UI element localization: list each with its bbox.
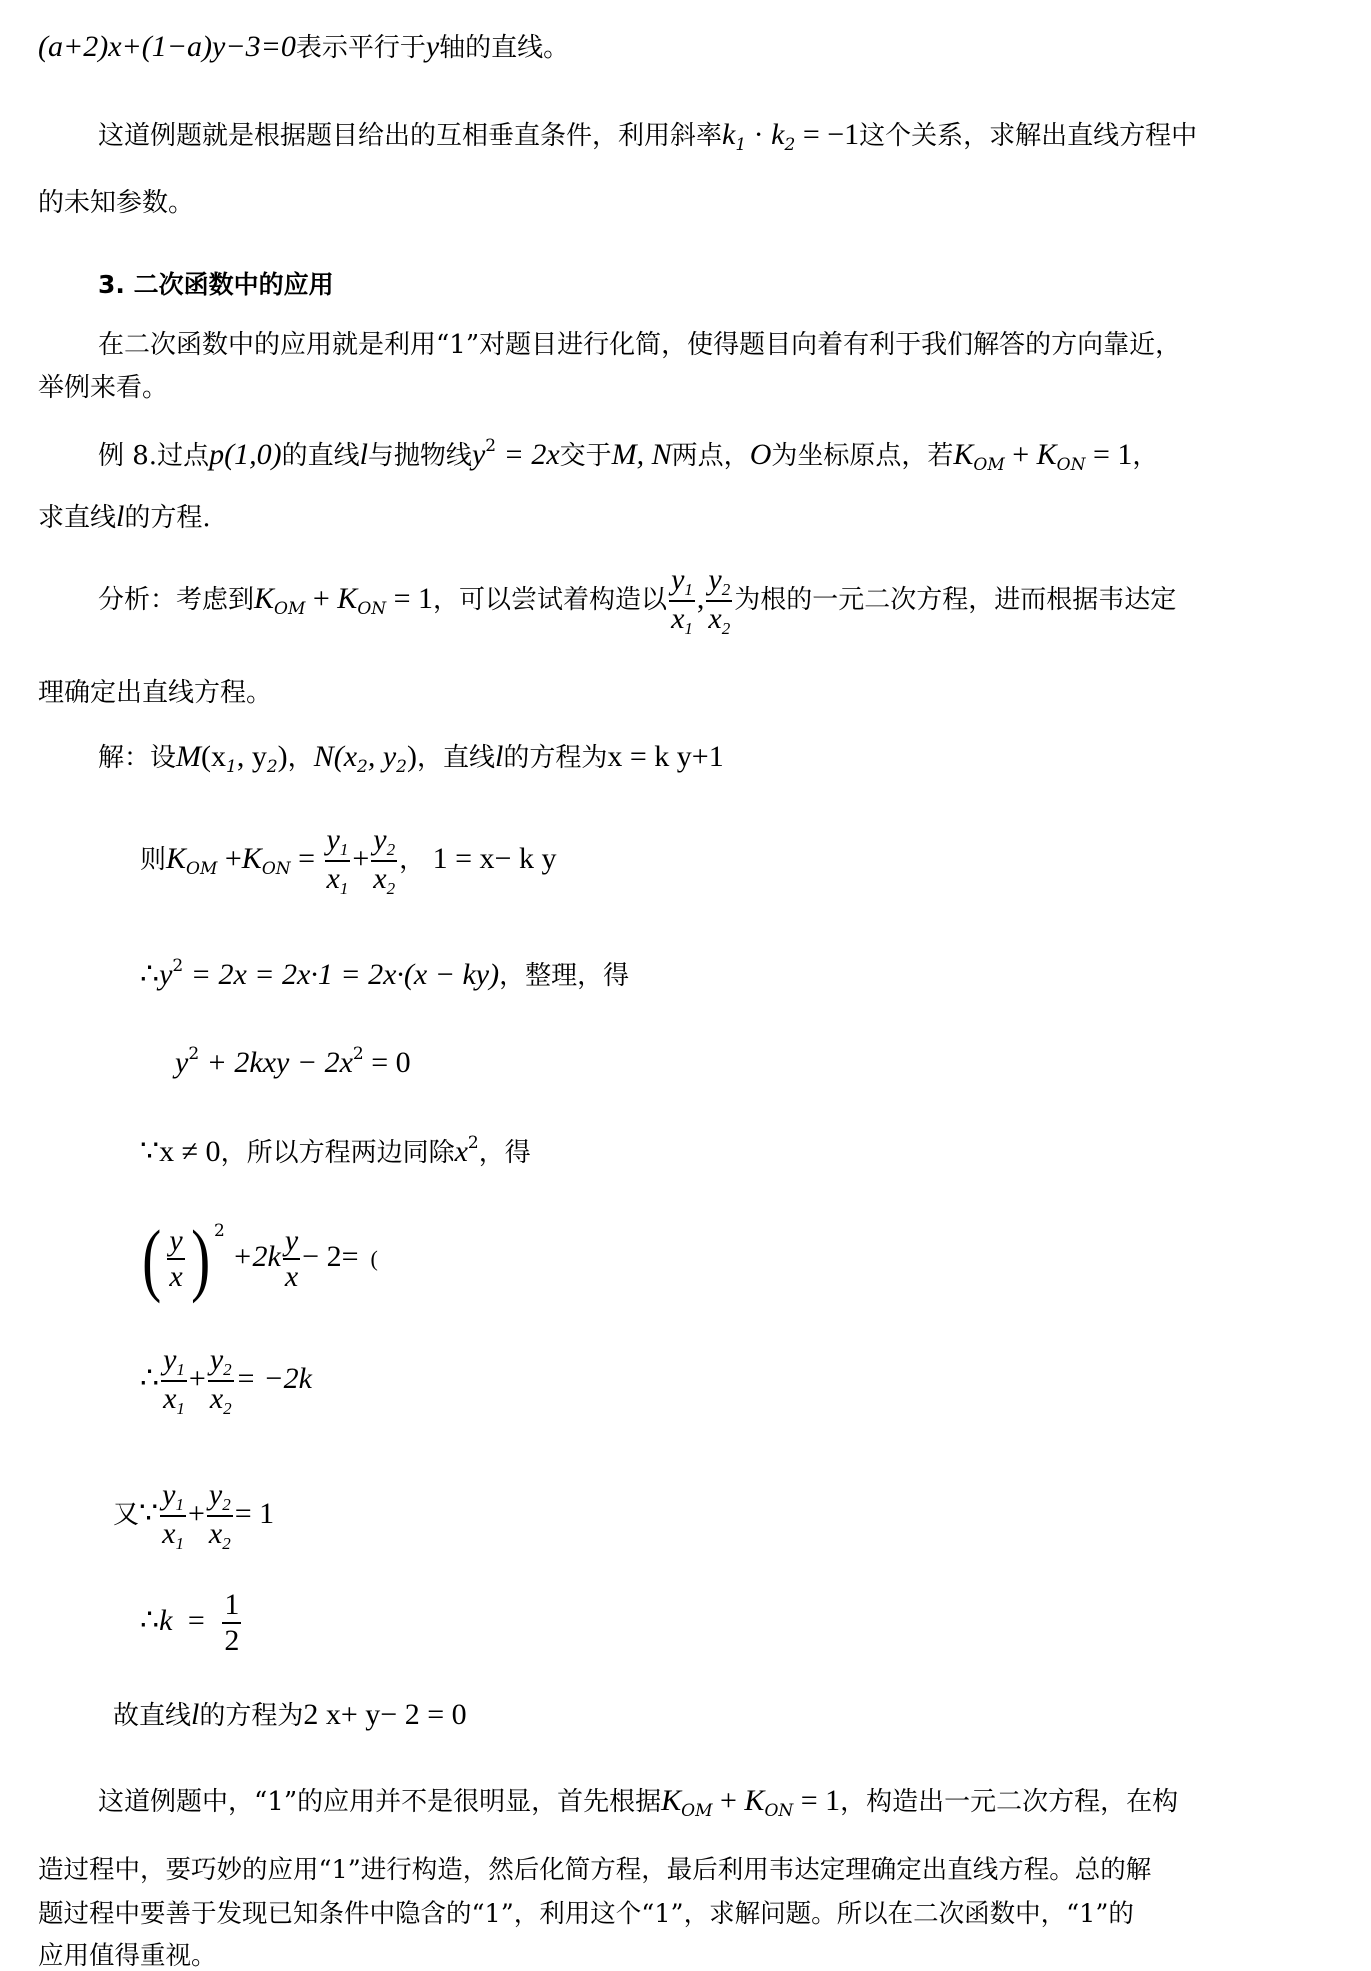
var-y: y xyxy=(208,1478,223,1511)
subscript: 1 xyxy=(339,840,349,859)
equation: = −2k xyxy=(235,1362,312,1395)
subscript: 1 xyxy=(684,580,693,599)
var-y: y xyxy=(283,1226,300,1260)
paragraph-3-line-4: 应用值得重视。 xyxy=(38,1941,217,1971)
text: 这道例题就是根据题目给出的互相垂直条件，利用斜率 xyxy=(98,121,723,151)
text: ，得 xyxy=(478,1138,531,1168)
text: 求直线 xyxy=(38,503,117,533)
var-y: y xyxy=(671,563,685,596)
solution-line xyxy=(98,742,724,776)
subscript: 2 xyxy=(396,757,407,777)
subscript: 1 xyxy=(175,1534,184,1553)
text: 分析：考虑到 xyxy=(98,585,255,615)
var-x: x xyxy=(454,1135,468,1168)
point-n: N xyxy=(313,740,334,773)
text: 这个关系，求解出直线方程中 xyxy=(859,121,1198,151)
line-equation: 2 x+ y− 2 = 0 xyxy=(303,1698,467,1731)
var-y: y xyxy=(425,30,440,63)
equation: = 0 xyxy=(363,1046,411,1079)
therefore-symbol: ∴ xyxy=(140,1362,160,1395)
subscript: 1 xyxy=(684,619,693,638)
analysis-line-2: 理确定出直线方程。 xyxy=(38,678,273,708)
var-y: y xyxy=(175,1046,189,1079)
var-y: y xyxy=(326,823,340,856)
subscript: 2 xyxy=(784,135,796,155)
section-heading: 3. 二次函数中的应用 xyxy=(98,270,334,299)
superscript: 2 xyxy=(213,1221,225,1241)
text: 轴的直线。 xyxy=(439,33,570,63)
paragraph-3-line-2: 造过程中，要巧妙的应用“1”进行构造，然后化简方程，最后利用韦达定理确定出直线方程。总的解 xyxy=(38,1855,1152,1885)
subscript: 1 xyxy=(176,1399,185,1418)
coord: (x xyxy=(201,740,227,773)
var-l: l xyxy=(116,500,125,533)
paragraph-2-line-1: 在二次函数中的应用就是利用“1”对题目进行化简，使得题目向着有利于我们解答的方向靠近， xyxy=(98,330,1182,360)
analysis-line-1 xyxy=(98,565,1176,637)
fraction-y1-x1 xyxy=(160,1480,186,1552)
coord: , y xyxy=(367,740,397,773)
var-k: K xyxy=(1036,438,1057,471)
var-k: K xyxy=(166,842,187,875)
subscript: 2 xyxy=(223,1360,232,1379)
step-5 xyxy=(138,1213,378,1304)
plus: + xyxy=(352,842,370,875)
var-x: x xyxy=(209,1382,224,1415)
fraction-y2-x2 xyxy=(208,1345,234,1417)
equation: = 1 xyxy=(793,1784,841,1817)
step-6 xyxy=(140,1345,312,1417)
superscript: 2 xyxy=(172,956,184,976)
text: ， xyxy=(1132,441,1159,471)
paragraph-3-line-1 xyxy=(98,1786,1178,1820)
therefore-symbol: ∴ xyxy=(140,1604,160,1637)
because-symbol: ∵ xyxy=(139,1497,159,1530)
text: ， xyxy=(399,845,426,875)
text: 的未知参数。 xyxy=(38,188,195,218)
coord: ) xyxy=(277,740,288,773)
text: ，直线 xyxy=(417,743,496,773)
text: 例 8.过点 xyxy=(98,441,210,471)
text: ，整理，得 xyxy=(499,961,630,991)
text: 为坐标原点，若 xyxy=(771,441,954,471)
paragraph-2-line-2: 举例来看。 xyxy=(38,373,169,403)
subscript: 2 xyxy=(222,1534,231,1553)
subscript: 2 xyxy=(721,619,731,638)
subscript: 1 xyxy=(176,1360,185,1379)
plus: + xyxy=(1004,438,1037,471)
text: 两点， xyxy=(671,441,750,471)
text: 的方程为 xyxy=(199,1701,304,1731)
equation: x ≠ 0 xyxy=(159,1135,221,1168)
subscript: 1 xyxy=(175,1495,184,1514)
text: 解：设 xyxy=(98,743,177,773)
text: 表示平行于 xyxy=(295,33,426,63)
var-k: K xyxy=(661,1784,682,1817)
var-k: k xyxy=(722,118,736,151)
var-y: y xyxy=(163,1343,177,1376)
equation: + 2kxy − 2x xyxy=(199,1046,353,1079)
because-symbol: ∵ xyxy=(140,1135,160,1168)
var-x: x xyxy=(671,602,685,635)
plus: + xyxy=(217,842,242,875)
subscript: OM xyxy=(186,859,218,879)
example-8-line-2 xyxy=(38,502,211,532)
var-k: K xyxy=(744,1784,765,1817)
var-x: x xyxy=(208,1517,223,1550)
equation: − 2= xyxy=(302,1240,359,1273)
step-9 xyxy=(113,1700,467,1730)
superscript: 2 xyxy=(485,436,497,456)
text: 故直线 xyxy=(113,1701,192,1731)
points-mn: M, N xyxy=(611,438,672,471)
plus: + xyxy=(712,1784,745,1817)
var-x: x xyxy=(373,862,387,895)
line-equation: x = k y+1 xyxy=(607,740,724,773)
subscript: 1 xyxy=(735,135,747,155)
subscript: 2 xyxy=(266,757,278,777)
subscript: OM xyxy=(681,1801,713,1821)
fraction-y1-x1 xyxy=(669,565,695,637)
equation: = −1 xyxy=(795,118,860,151)
var-k: K xyxy=(241,842,262,875)
step-4 xyxy=(140,1135,531,1167)
coord: , y xyxy=(236,740,267,773)
text: 的方程. xyxy=(124,503,211,533)
subscript: 2 xyxy=(386,879,396,898)
subscript: ON xyxy=(357,599,387,619)
var-y: y xyxy=(209,1343,224,1376)
var-x: x xyxy=(169,1260,183,1293)
var-k: k xyxy=(771,118,785,151)
equals: = xyxy=(290,842,323,875)
text: 的方程为 xyxy=(503,743,608,773)
fraction-y-x xyxy=(167,1226,184,1292)
var-k: K xyxy=(953,438,974,471)
equation: 1 = x− k y xyxy=(425,842,557,875)
example-8-line-1 xyxy=(98,438,1158,474)
step-3 xyxy=(175,1046,411,1078)
text: 交于 xyxy=(559,441,612,471)
fraction-y2-x2 xyxy=(706,565,732,637)
coord: ) xyxy=(407,740,417,773)
step-7 xyxy=(113,1480,274,1552)
paragraph-1-line-2 xyxy=(38,190,194,216)
subscript: 1 xyxy=(226,757,237,777)
var-y: y xyxy=(471,438,486,471)
subscript: 1 xyxy=(339,879,349,898)
equation: +2k xyxy=(224,1240,281,1273)
equation-line-1 xyxy=(38,32,569,62)
paragraph-3-line-3: 题过程中要善于发现已知条件中隐含的“1”，利用这个“1”，求解问题。所以在二次函数中，“1”的 xyxy=(38,1899,1134,1929)
var-k: k xyxy=(159,1604,173,1637)
text: 与抛物线 xyxy=(367,441,472,471)
subscript: 2 xyxy=(223,1399,232,1418)
var-x: x xyxy=(284,1260,299,1293)
coord: (x xyxy=(333,740,358,773)
var-k: K xyxy=(254,582,275,615)
equals: = xyxy=(180,1604,213,1637)
fraction-y1-x1 xyxy=(161,1345,187,1417)
text: 这道例题中，“1”的应用并不是很明显，首先根据 xyxy=(98,1787,662,1817)
equation: = 2x = 2x·1 = 2x·(x − ky) xyxy=(183,958,500,991)
var-y: y xyxy=(373,823,387,856)
superscript: 2 xyxy=(188,1044,200,1064)
fraction-y-x xyxy=(283,1226,300,1292)
subscript: 2 xyxy=(721,580,731,599)
right-paren: ) xyxy=(190,1213,210,1304)
subscript: 2 xyxy=(386,840,396,859)
superscript: 2 xyxy=(467,1133,479,1153)
fraction-one-half xyxy=(222,1590,241,1656)
therefore-symbol: ∴ xyxy=(140,958,160,991)
equation: = 2x xyxy=(496,438,560,471)
point-o: O xyxy=(749,438,772,471)
comma: , xyxy=(696,582,705,615)
var-y: y xyxy=(162,1478,176,1511)
dot: · xyxy=(746,118,772,151)
text: 又 xyxy=(113,1500,140,1530)
subscript: OM xyxy=(973,455,1005,475)
text: ，所以方程两边同除 xyxy=(220,1138,455,1168)
text: ， xyxy=(287,743,314,773)
paragraph-1-line-1 xyxy=(98,120,1197,154)
plus: + xyxy=(188,1362,206,1395)
var-x: x xyxy=(708,602,722,635)
denominator: 2 xyxy=(224,1624,240,1657)
step-2 xyxy=(140,958,629,990)
fraction-y2-x2 xyxy=(207,1480,233,1552)
subscript: ON xyxy=(261,859,291,879)
equation: = 1 xyxy=(386,582,434,615)
var-x: x xyxy=(162,1517,176,1550)
step-1 xyxy=(140,825,556,897)
point-p: p(1,0) xyxy=(209,438,282,471)
left-paren: ( xyxy=(142,1213,162,1304)
text: ，可以尝试着构造以 xyxy=(433,585,668,615)
subscript: ON xyxy=(1056,455,1086,475)
var-y: y xyxy=(708,563,722,596)
line-equation: (a+2)x+(1−a)y−3=0 xyxy=(38,30,296,63)
stray-paren: ( xyxy=(370,1246,378,1271)
var-y: y xyxy=(159,958,173,991)
var-x: x xyxy=(163,1382,177,1415)
subscript: 2 xyxy=(357,757,368,777)
text: 则 xyxy=(140,845,167,875)
fraction-y1-x1 xyxy=(325,825,351,897)
var-l: l xyxy=(191,1698,200,1731)
text: ，构造出一元二次方程，在构 xyxy=(840,1787,1179,1817)
plus: + xyxy=(187,1497,205,1530)
var-x: x xyxy=(326,862,340,895)
var-y: y xyxy=(167,1226,184,1260)
equation: = 1 xyxy=(1085,438,1133,471)
step-8 xyxy=(140,1590,243,1656)
superscript: 2 xyxy=(352,1044,364,1064)
subscript: ON xyxy=(764,1801,794,1821)
equation: = 1 xyxy=(234,1497,275,1530)
subscript: 2 xyxy=(222,1495,231,1514)
var-l: l xyxy=(495,740,504,773)
plus: + xyxy=(305,582,338,615)
var-k: K xyxy=(337,582,358,615)
point-m: M xyxy=(176,740,202,773)
subscript: OM xyxy=(274,599,306,619)
numerator: 1 xyxy=(222,1590,241,1624)
fraction-y2-x2 xyxy=(371,825,397,897)
text: 的直线 xyxy=(281,441,360,471)
var-l: l xyxy=(359,438,368,471)
text: 为根的一元二次方程，进而根据韦达定 xyxy=(734,585,1177,615)
